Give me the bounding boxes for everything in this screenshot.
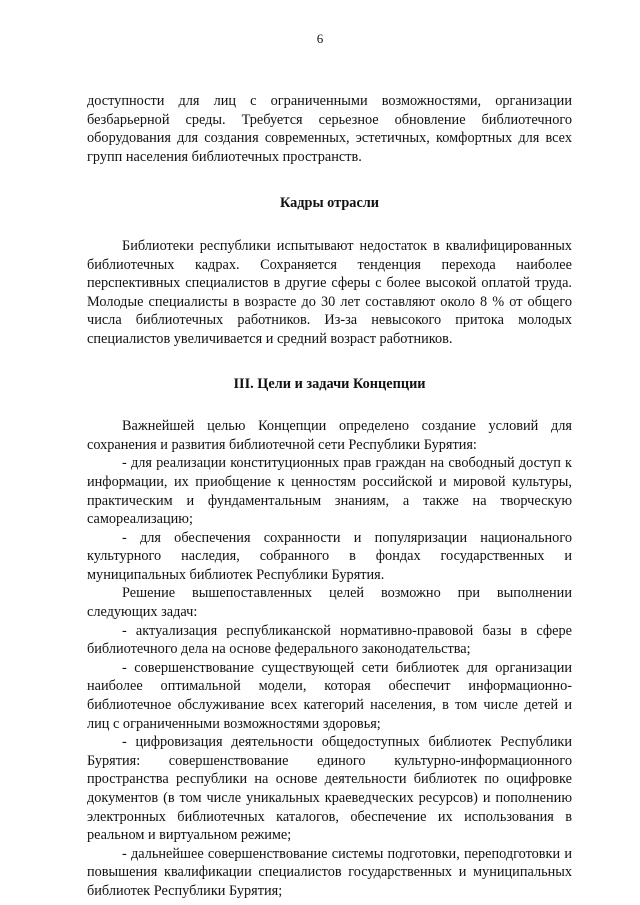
section-heading-goals: III. Цели и задачи Концепции	[233, 375, 426, 392]
intro-paragraph: доступности для лиц с ограниченными возможностями, организации безбарьерной среды. Требуется серьезное обновление библиотечного оборудования для создания современных, эстетичных, комфортных для всех групп населения библиотечных пространств.	[87, 93, 572, 165]
staff-paragraph: Библиотеки республики испытывают недостаток в квалифицированных библиотечных кадрах. Сохраняется тенденция перехода наиболее перспективных специалистов в другие сферы с более высокой оплатой труда. Молодые специалисты в возрасте до 30 лет составляют около 8 % от общего числа библиотечных работников. Из-за невысокого притока молодых специалистов увеличивается и средний возраст работников.	[87, 237, 572, 347]
page-number: 6	[316, 31, 324, 46]
goals-paragraph: - актуализация республиканской нормативно-правовой базы в сфере библиотечного дела на основе федерального законодательства;	[87, 622, 572, 658]
document-body	[87, 92, 572, 901]
section-heading-staff: Кадры отрасли	[279, 195, 380, 212]
goals-paragraph: Важнейшей целью Концепции определено создание условий для сохранения и развития библиотечной сети Республики Бурятия:	[87, 418, 572, 453]
goals-paragraph: Решение вышепоставленных целей возможно при выполнении следующих задач:	[87, 585, 572, 621]
goals-paragraph: - для обеспечения сохранности и популяризации национального культурного наследия, собранного в фондах государственных и муниципальных библиотек Республики Бурятия.	[87, 529, 572, 583]
goals-paragraph: - дальнейшее совершенствование системы подготовки, переподготовки и повышения квалификации специалистов государственных и муниципальных библиотек Республики Бурятия;	[87, 845, 572, 899]
goals-paragraph: - для реализации конституционных прав граждан на свободный доступ к информации, их приобщение к ценностям российской и мировой культуры, практическим и фундаментальным знаниям, а также на творческую самореализацию;	[87, 455, 572, 528]
goals-paragraph: - совершенствование существующей сети библиотек для организации наиболее оптимальной модели, которая обеспечит информационно-библиотечное обслуживание всех категорий населения, в том числе детей и лиц с ограниченными возможностями здоровья;	[87, 659, 572, 732]
goals-paragraph: - цифровизация деятельности общедоступных библиотек Республики Бурятия: совершенствование единого культурно-информационного пространства республики на основе деятельности библиотек по оцифровке документов (в том числе уникальных краеведческих ресурсов) и пополнению электронных библиотечных каталогов, обеспечение их использования в реальном и виртуальном режиме;	[87, 734, 572, 844]
